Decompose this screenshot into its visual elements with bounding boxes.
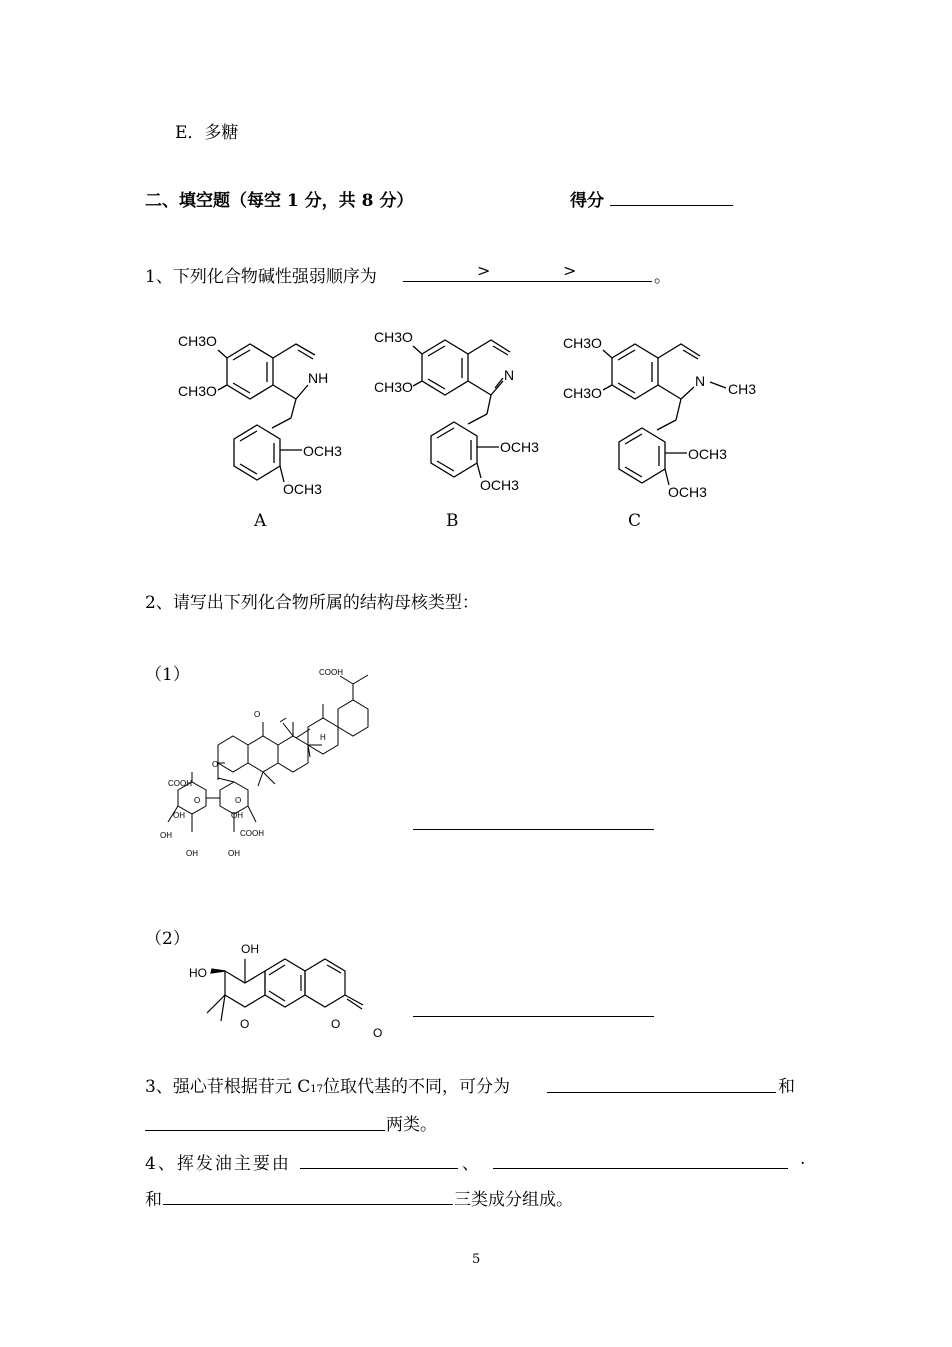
- q4-blank-1[interactable]: [300, 1168, 458, 1169]
- m2-ho: HO: [189, 966, 207, 980]
- q3-line-1: [145, 1072, 510, 1097]
- molecule-b: [413, 340, 510, 478]
- m1-oh-5: OH: [231, 811, 243, 820]
- q1-structures: [160, 320, 800, 540]
- q2-answer-blank-1[interactable]: [413, 829, 654, 830]
- c-ch3: CH3: [728, 381, 757, 397]
- section-title: 二、填空题（每空 1 分，共 8 分）: [145, 191, 414, 211]
- q1-gt-1: >: [477, 261, 491, 280]
- molecule-a: [218, 344, 315, 482]
- m1-oh-3: OH: [186, 849, 198, 858]
- m1-cooh-top: COOH: [319, 668, 343, 677]
- q1-text: 1、下列化合物碱性强弱顺序为: [145, 267, 377, 287]
- m2-oh: OH: [241, 942, 259, 956]
- q1-answer-blank[interactable]: [403, 262, 652, 282]
- q4-text: 4、挥发油主要由: [145, 1154, 291, 1174]
- score-label: 得分: [570, 191, 604, 211]
- page-number: 5: [472, 1252, 481, 1267]
- q4-and: 和: [145, 1190, 162, 1210]
- q3-text-b: 位取代基的不同，可分为: [322, 1077, 510, 1097]
- q4-blank-3[interactable]: [163, 1204, 453, 1205]
- q3-text-a: 3、强心苷根据苷元 C: [145, 1077, 311, 1097]
- m1-cooh-left: COOH: [168, 779, 192, 788]
- c-ch3o-2: CH3O: [563, 385, 602, 401]
- label-b: B: [446, 511, 459, 531]
- m2-carbonyl-o: O: [373, 1026, 383, 1040]
- q4-blank-2[interactable]: [493, 1168, 788, 1169]
- q4-tail: 三类成分组成。: [454, 1190, 573, 1210]
- q1-end: 。: [654, 267, 671, 287]
- q3-tail: 两类。: [386, 1115, 437, 1135]
- q2-molecule-1: [150, 660, 390, 860]
- b-n: N: [504, 367, 515, 383]
- m1-h: H: [320, 733, 326, 742]
- q2-answer-blank-2[interactable]: [413, 1016, 654, 1017]
- a-nh: NH: [308, 370, 329, 386]
- c-och3-1: OCH3: [688, 446, 727, 462]
- q1-gt-2: >: [563, 261, 577, 280]
- q2-text: 2、请写出下列化合物所属的结构母核类型：: [145, 593, 479, 613]
- m1-ring-o-1: O: [194, 796, 201, 805]
- a-och3-1: OCH3: [303, 443, 342, 459]
- q3-subscript: 17: [310, 1084, 323, 1095]
- b-ch3o-1: CH3O: [374, 329, 413, 345]
- q2-item-1: （1）: [145, 665, 190, 685]
- molecule-c: [603, 344, 726, 485]
- m1-oh-1: OH: [173, 811, 185, 820]
- q4-dot: .: [800, 1149, 806, 1169]
- m1-oh-2: OH: [160, 831, 172, 840]
- a-ch3o-2: CH3O: [178, 383, 217, 399]
- m2-ring-o-1: O: [240, 1017, 250, 1031]
- c-n: N: [695, 373, 706, 389]
- a-ch3o-1: CH3O: [178, 333, 217, 349]
- m1-glyc-o: O: [212, 760, 219, 769]
- m1-oh-4: OH: [228, 849, 240, 858]
- c-och3-2: OCH3: [668, 484, 707, 500]
- b-och3-1: OCH3: [500, 439, 539, 455]
- q3-blank-1[interactable]: [547, 1092, 776, 1093]
- q2-item-2: （2）: [145, 929, 190, 949]
- b-och3-2: OCH3: [480, 477, 519, 493]
- label-a: A: [254, 511, 267, 531]
- a-och3-2: OCH3: [283, 481, 322, 497]
- q4-sep: 、: [462, 1154, 479, 1174]
- m1-keto-o: O: [254, 710, 261, 719]
- q2-molecule-2: [185, 935, 395, 1045]
- m1-ring-o-2: O: [235, 796, 242, 805]
- m2-ring-o-2: O: [331, 1017, 341, 1031]
- c-ch3o-1: CH3O: [563, 335, 602, 351]
- q3-and: 和: [778, 1077, 795, 1097]
- option-e: E．多糖: [175, 123, 239, 143]
- score-blank[interactable]: [610, 205, 733, 206]
- label-c: C: [628, 511, 642, 531]
- b-ch3o-2: CH3O: [374, 379, 413, 395]
- m1-cooh-right: COOH: [240, 829, 264, 838]
- q3-blank-2[interactable]: [145, 1130, 385, 1131]
